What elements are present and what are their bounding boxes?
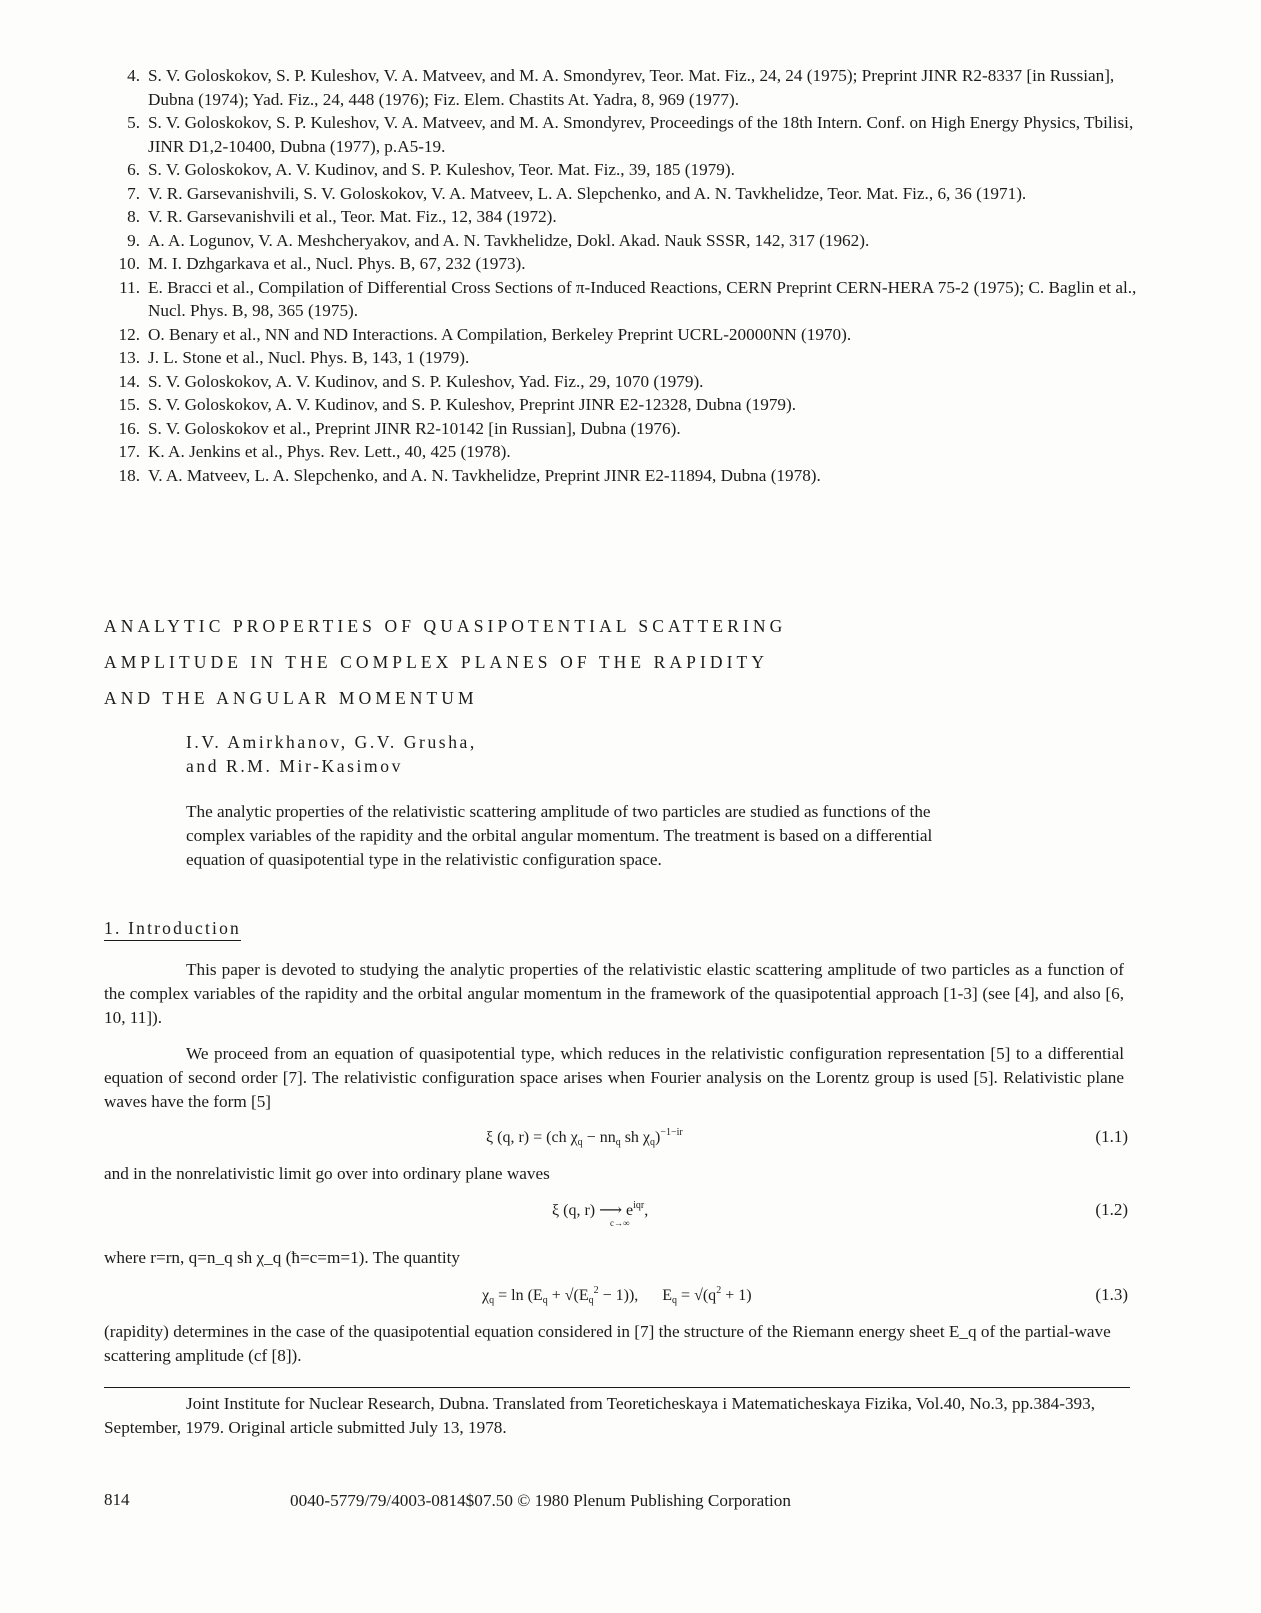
reference-text: O. Benary et al., NN and ND Interactions. A Compilation, Berkeley Preprint UCRL-20000NN (1970). <box>148 324 852 344</box>
paragraph: This paper is devoted to studying the analytic properties of the relativistic elastic scattering amplitude of two particles as a function of the complex variables of the rapidity and the orbital angular momentum in the framework of the quasipotential approach [1-3] (see [4], and also [6, 10, 11]). <box>104 960 1124 1027</box>
reference-number: 13. <box>118 348 140 367</box>
equation-formula: $\chi_q = \ln (E_q + √(E_q^2 - 1))$, $E_q = √(q^2 + 1)$ <box>482 1285 752 1306</box>
article-title <box>104 608 786 716</box>
equation-number: (1.3) <box>1095 1285 1128 1304</box>
reference-number: 15. <box>118 395 140 414</box>
reference-item <box>104 64 1164 111</box>
reference-number: 8. <box>127 207 140 226</box>
reference-item <box>104 417 1164 441</box>
equation-formula: ξ (q, r) = (ch $\chi_q - nn_q$ sh $\chi_q)^{-1-ir}$ <box>486 1127 683 1148</box>
abstract: The analytic properties of the relativistic scattering amplitude of two particles are studied as functions of the complex variables of the rapidity and the orbital angular momentum. The treatment is based on a differential equation of quasipotential type in the relativistic configuration space. <box>186 802 933 869</box>
copyright-line: 0040-5779/79/4003-0814$07.50 © 1980 Plenum Publishing Corporation <box>290 1491 791 1510</box>
reference-text: V. A. Matveev, L. A. Slepchenko, and A. N. Tavkhelidze, Preprint JINR E2-11894, Dubna (1978). <box>148 465 821 485</box>
reference-number: 5. <box>127 113 140 132</box>
reference-text: S. V. Goloskokov, A. V. Kudinov, and S. P. Kuleshov, Teor. Mat. Fiz., 39, 185 (1979). <box>148 160 735 179</box>
reference-text: S. V. Goloskokov, S. P. Kuleshov, V. A. Matveev, and M. A. Smondyrev, Proceedings of the 18th Intern. Conf. on High Energy Physics, Tbilisi, JINR D1,2-10400, Dubna (1977), p.A5-19. <box>148 113 1134 156</box>
title-line: AMPLITUDE IN THE COMPLEX PLANES OF THE RAPIDITY <box>104 652 769 672</box>
reference-item <box>104 393 1164 417</box>
footnote-divider <box>104 1387 1130 1388</box>
footnote: Joint Institute for Nuclear Research, Dubna. Translated from Teoreticheskaya i Matematicheskaya Fizika, Vol.40, No.3, pp.384-393, September, 1979. Original article submitted July 13, 1978. <box>104 1394 1096 1437</box>
reference-number: 14. <box>118 371 140 391</box>
reference-text: A. A. Logunov, V. A. Meshcheryakov, and A. N. Tavkhelidze, Dokl. Akad. Nauk SSSR, 142, 317 (1962). <box>148 230 870 250</box>
reference-item <box>104 111 1164 158</box>
paragraph: We proceed from an equation of quasipotential type, which reduces in the relativistic configuration representation [5] to a differential equation of second order [7]. The relativistic configuration space arises when Fourier analysis on the Lorentz group is used [5]. Relativistic plane waves have the form [5] <box>104 1044 1124 1111</box>
paragraph: where r=rn, q=n_q sh χ_q (ħ=c=m=1). The quantity <box>104 1248 461 1267</box>
author-list <box>186 730 477 778</box>
reference-number: 17. <box>118 442 140 461</box>
reference-number: 9. <box>127 230 140 250</box>
equation-1-1 <box>104 1127 1128 1157</box>
reference-number: 16. <box>118 418 140 438</box>
reference-item <box>104 182 1164 206</box>
page-number: 814 <box>104 1490 130 1509</box>
reference-text: S. V. Goloskokov, S. P. Kuleshov, V. A. Matveev, and M. A. Smondyrev, Teor. Mat. Fiz., 24, 24 (1975); Preprint JINR R2-8337 [in Russian], Dubna (1974); Yad. Fiz., 24, 448 (1976); Fiz. Elem. Chastits At. Yadra, 8, 969 (1977). <box>148 66 1115 109</box>
reference-number: 18. <box>118 465 140 485</box>
reference-item <box>104 252 1164 276</box>
equation-1-3 <box>104 1285 1128 1315</box>
reference-text: S. V. Goloskokov et al., Preprint JINR R2-10142 [in Russian], Dubna (1976). <box>148 418 681 438</box>
reference-item <box>104 158 1164 182</box>
reference-number: 7. <box>127 183 140 203</box>
reference-item <box>104 205 1164 229</box>
paragraph: and in the nonrelativistic limit go over into ordinary plane waves <box>104 1164 550 1183</box>
reference-text: S. V. Goloskokov, A. V. Kudinov, and S. P. Kuleshov, Yad. Fiz., 29, 1070 (1979). <box>148 371 704 391</box>
reference-text: K. A. Jenkins et al., Phys. Rev. Lett., 40, 425 (1978). <box>148 442 511 461</box>
reference-number: 11. <box>119 277 140 297</box>
reference-text: V. R. Garsevanishvili, S. V. Goloskokov, V. A. Matveev, L. A. Slepchenko, and A. N. Tavkhelidze, Teor. Mat. Fiz., 6, 36 (1971). <box>148 183 1027 203</box>
reference-number: 6. <box>127 160 140 179</box>
reference-text: V. R. Garsevanishvili et al., Teor. Mat. Fiz., 12, 384 (1972). <box>148 207 557 226</box>
reference-number: 4. <box>127 66 140 85</box>
reference-text: S. V. Goloskokov, A. V. Kudinov, and S. P. Kuleshov, Preprint JINR E2-12328, Dubna (1979). <box>148 395 797 414</box>
title-line: AND THE ANGULAR MOMENTUM <box>104 688 478 708</box>
section-heading: 1. Introduction <box>104 918 241 941</box>
reference-list <box>104 64 1164 487</box>
equation-1-2 <box>104 1200 1128 1230</box>
limit-subscript: c→∞ <box>610 1218 630 1228</box>
reference-number: 10. <box>118 254 140 273</box>
reference-item <box>104 229 1164 253</box>
reference-text: M. I. Dzhgarkava et al., Nucl. Phys. B, 67, 232 (1973). <box>148 254 526 273</box>
reference-text: J. L. Stone et al., Nucl. Phys. B, 143, 1 (1979). <box>148 348 470 367</box>
equation-number: (1.1) <box>1095 1127 1128 1146</box>
reference-item <box>104 464 1164 488</box>
reference-item <box>104 370 1164 394</box>
reference-number: 12. <box>118 324 140 344</box>
authors-line: and R.M. Mir-Kasimov <box>186 756 403 776</box>
equation-formula: ξ (q, r) ⟶ $e^{iqr}$, c→∞ <box>552 1200 649 1228</box>
reference-item <box>104 323 1164 347</box>
reference-item <box>104 440 1164 464</box>
equation-number: (1.2) <box>1095 1200 1128 1219</box>
title-line: ANALYTIC PROPERTIES OF QUASIPOTENTIAL SCATTERING <box>104 616 787 636</box>
authors-line: I.V. Amirkhanov, G.V. Grusha, <box>186 732 477 752</box>
paragraph: (rapidity) determines in the case of the quasipotential equation considered in [7] the structure of the Riemann energy sheet E_q of the partial-wave scattering amplitude (cf [8]). <box>104 1322 1111 1365</box>
reference-item <box>104 346 1164 370</box>
reference-item <box>104 276 1164 323</box>
reference-text: E. Bracci et al., Compilation of Differential Cross Sections of π-Induced Reactions, CERN Preprint CERN-HERA 75-2 (1975); C. Baglin et al., Nucl. Phys. B, 98, 365 (1975). <box>148 277 1137 320</box>
